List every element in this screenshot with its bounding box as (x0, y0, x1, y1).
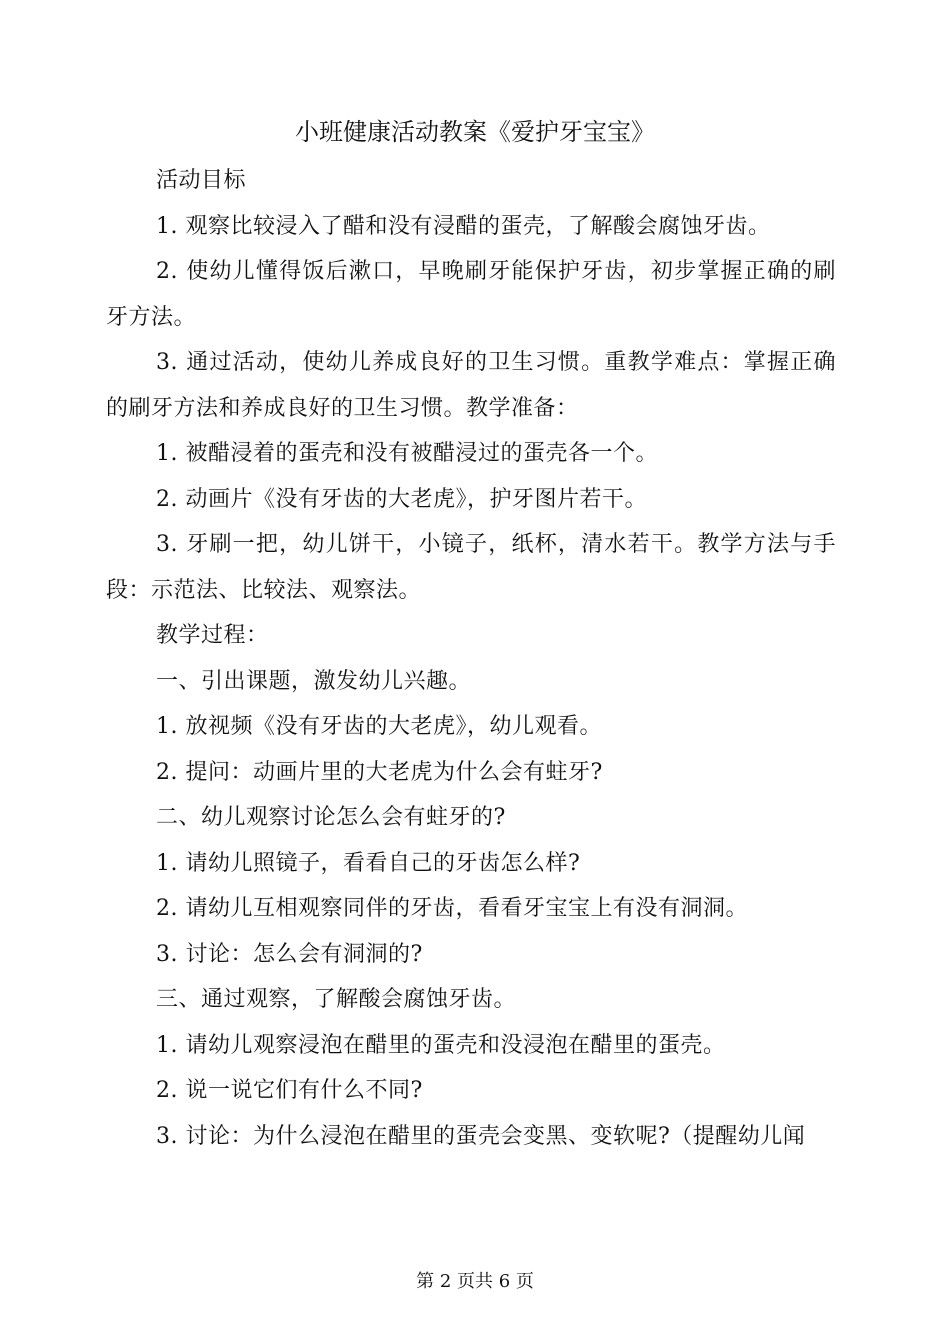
paragraph: 2. 请幼儿互相观察同伴的牙齿，看看牙宝宝上有没有洞洞。 (156, 896, 748, 921)
page-number-footer: 第 2 页共 6 页 (416, 1271, 534, 1292)
paragraph: 3. 讨论：怎么会有洞洞的? (156, 941, 423, 967)
section-heading-part-one: 一、引出课题，激发幼儿兴趣。 (156, 668, 472, 694)
paragraph: 1. 请幼儿观察浸泡在醋里的蛋壳和没浸泡在醋里的蛋壳。 (156, 1032, 726, 1058)
paragraph: 2. 动画片《没有牙齿的大老虎》，护牙图片若干。 (156, 486, 647, 512)
paragraph: 3. 通过活动，使幼儿养成良好的卫生习惯。重教学难点：掌握正确的刷牙方法和养成良好的卫生习惯。教学准备： (106, 350, 836, 421)
paragraph: 1. 请幼儿照镜子，看看自己的牙齿怎么样? (156, 850, 581, 876)
paragraph: 3. 牙刷一把，幼儿饼干，小镜子，纸杯，清水若干。教学方法与手段：示范法、比较法、观察法。 (106, 532, 836, 603)
paragraph: 2. 说一说它们有什么不同? (156, 1078, 423, 1103)
paragraph: 1. 被醋浸着的蛋壳和没有被醋浸过的蛋壳各一个。 (156, 441, 658, 466)
paragraph: 2. 使幼儿懂得饭后漱口，早晚刷牙能保护牙齿，初步掌握正确的刷牙方法。 (106, 259, 836, 330)
section-heading-goals: 活动目标 (156, 168, 247, 193)
section-heading-part-two: 二、幼儿观察讨论怎么会有蛀牙的? (156, 805, 506, 830)
section-heading-process: 教学过程： (156, 623, 269, 648)
section-heading-part-three: 三、通过观察，了解酸会腐蚀牙齿。 (156, 987, 517, 1012)
paragraph: 1. 观察比较浸入了醋和没有浸醋的蛋壳，了解酸会腐蚀牙齿。 (156, 213, 771, 239)
paragraph: 3. 讨论：为什么浸泡在醋里的蛋壳会变黑、变软呢?（提醒幼儿闻 (156, 1123, 806, 1149)
document-title: 小班健康活动教案《爱护牙宝宝》 (295, 118, 655, 146)
paragraph: 1. 放视频《没有牙齿的大老虎》，幼儿观看。 (156, 714, 602, 739)
document-body (106, 158, 836, 1159)
paragraph: 2. 提问：动画片里的大老虎为什么会有蛀牙? (156, 759, 603, 785)
